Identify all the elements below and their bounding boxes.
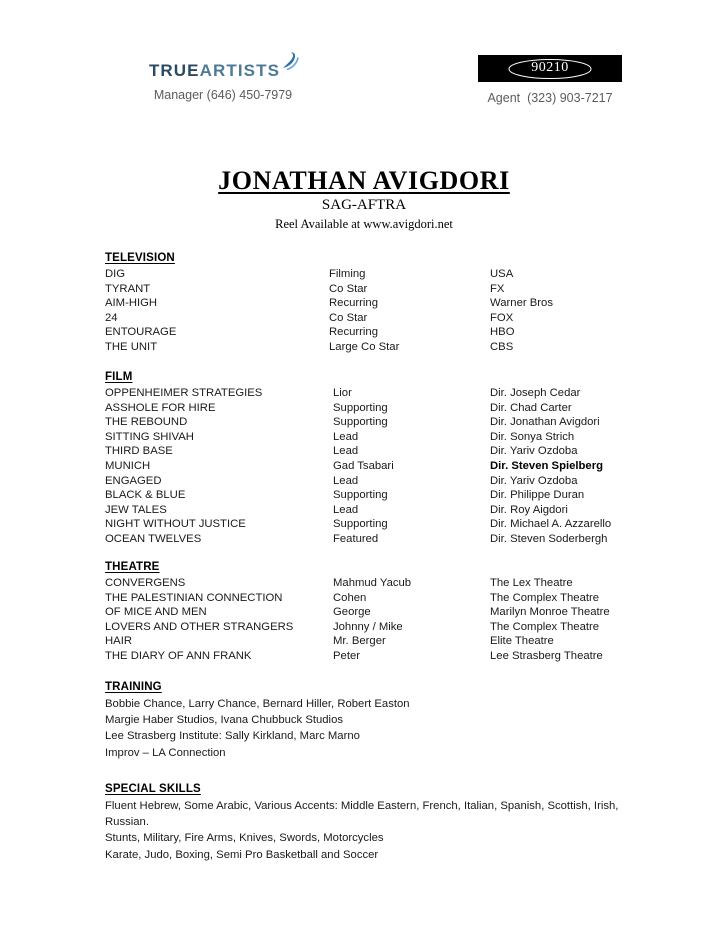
television-credit-list <box>105 267 635 355</box>
table-row <box>105 532 635 547</box>
credit-title: THE UNIT <box>105 340 158 353</box>
credit-network: Warner Bros <box>490 297 553 310</box>
section-title-television: TELEVISION <box>105 252 175 264</box>
credit-role: Co Star <box>329 311 368 324</box>
list-item: Fluent Hebrew, Some Arabic, Various Accents: Middle Eastern, French, Italian, Spanish, Scottish, Irish, Russian. <box>105 800 619 829</box>
credit-title: ENGAGED <box>105 474 162 487</box>
manager-contact: Manager (646) 450-7979 <box>153 88 293 102</box>
section-special-skills <box>105 783 635 863</box>
table-row <box>105 634 635 649</box>
table-row <box>105 340 635 355</box>
table-row <box>105 459 635 474</box>
section-title-training: TRAINING <box>105 681 162 693</box>
table-row <box>105 517 635 532</box>
credit-title: THIRD BASE <box>105 445 173 458</box>
table-row <box>105 488 635 503</box>
credit-role: Supporting <box>333 401 388 414</box>
credit-director: Dir. Yariv Ozdoba <box>490 445 578 458</box>
credit-title: TYRANT <box>105 282 151 295</box>
credit-network: FX <box>490 282 505 295</box>
credit-role: Recurring <box>329 326 378 339</box>
credit-title: BLACK & BLUE <box>105 489 186 502</box>
credit-role: Mahmud Yacub <box>333 577 412 589</box>
trueartists-logo-text <box>149 62 280 79</box>
film-credit-list <box>105 386 635 547</box>
table-row <box>105 620 635 635</box>
trueartists-logo <box>108 55 338 79</box>
resume-header <box>0 0 728 120</box>
reel-link: Reel Available at www.avigdori.net <box>275 217 453 232</box>
credit-venue: The Lex Theatre <box>490 577 573 589</box>
table-row <box>105 474 635 489</box>
90210-logo <box>478 55 622 82</box>
credit-role: Mr. Berger <box>333 635 386 648</box>
credit-role: Lead <box>333 503 359 516</box>
page-title: JONATHAN AVIGDORI <box>218 166 510 195</box>
table-row <box>105 415 635 430</box>
credit-director: Dir. Joseph Cedar <box>490 387 581 399</box>
credit-role: Peter <box>333 649 361 662</box>
credit-venue: Marilyn Monroe Theatre <box>490 606 610 619</box>
table-row <box>105 267 635 282</box>
trueartists-logo-strong: TRUE <box>148 61 200 80</box>
credit-role: Lead <box>333 445 359 458</box>
credit-title: CONVERGENS <box>105 577 186 589</box>
credit-title: OF MICE AND MEN <box>105 606 207 619</box>
credit-title: NIGHT WITHOUT JUSTICE <box>105 518 246 531</box>
union-affiliation: SAG-AFTRA <box>321 197 407 214</box>
list-item: Lee Strasberg Institute: Sally Kirkland, Marc Marno <box>105 730 360 743</box>
credit-role: Lead <box>333 474 359 487</box>
credit-director: Dir. Sonya Strich <box>490 430 575 443</box>
credit-network: USA <box>490 268 514 280</box>
credit-venue: The Complex Theatre <box>490 591 600 604</box>
credit-title: THE PALESTINIAN CONNECTION <box>105 591 283 604</box>
credit-venue: Lee Strasberg Theatre <box>490 649 603 662</box>
section-title-theatre: THEATRE <box>105 561 160 573</box>
section-television <box>105 252 635 355</box>
credit-director: Dir. Steven Spielberg <box>490 459 604 472</box>
credit-title: MUNICH <box>105 459 151 472</box>
swoosh-icon <box>281 57 297 79</box>
credit-role: Gad Tsabari <box>333 459 394 472</box>
credit-venue: The Complex Theatre <box>490 620 600 633</box>
table-row <box>105 296 635 311</box>
table-row <box>105 386 635 401</box>
credit-director: Dir. Michael A. Azzarello <box>490 518 612 531</box>
credit-title: AIM-HIGH <box>105 297 158 310</box>
identity-block <box>0 166 728 232</box>
special-skills-line-list <box>105 798 635 863</box>
credit-title: ENTOURAGE <box>105 326 177 339</box>
credit-role: Lior <box>333 387 352 399</box>
table-row <box>105 282 635 297</box>
credit-role: Lead <box>333 430 359 443</box>
credit-title: SITTING SHIVAH <box>105 430 194 443</box>
90210-logo-text: 90210 <box>531 59 569 75</box>
credit-role: Recurring <box>329 297 378 310</box>
theatre-credit-list <box>105 576 635 664</box>
training-line-list <box>105 696 635 761</box>
credit-role: Supporting <box>333 489 388 502</box>
credit-director: Dir. Roy Aigdori <box>490 503 568 516</box>
credit-title: LOVERS AND OTHER STRANGERS <box>105 620 294 633</box>
credit-venue: Elite Theatre <box>490 635 554 648</box>
table-row <box>105 576 635 591</box>
table-row <box>105 503 635 518</box>
list-item: Karate, Judo, Boxing, Semi Pro Basketball and Soccer <box>105 848 379 861</box>
credit-role: George <box>333 606 371 619</box>
list-item: Bobbie Chance, Larry Chance, Bernard Hiller, Robert Easton <box>105 698 410 710</box>
credit-director: Dir. Yariv Ozdoba <box>490 474 578 487</box>
agent-contact: Agent (323) 903-7217 <box>487 91 613 105</box>
section-theatre <box>105 561 635 664</box>
list-item: Margie Haber Studios, Ivana Chubbuck Studios <box>105 714 343 727</box>
credit-title: ASSHOLE FOR HIRE <box>105 401 216 414</box>
credit-director: Dir. Chad Carter <box>490 401 572 414</box>
credit-director: Dir. Jonathan Avigdori <box>490 416 600 429</box>
credit-title: JEW TALES <box>105 503 167 516</box>
credit-director: Dir. Steven Soderbergh <box>490 532 608 545</box>
credit-director: Dir. Philippe Duran <box>490 489 585 502</box>
table-row <box>105 430 635 445</box>
table-row <box>105 605 635 620</box>
credit-role: Supporting <box>333 416 388 429</box>
table-row <box>105 591 635 606</box>
credit-role: Co Star <box>329 282 368 295</box>
credit-role: Featured <box>333 532 379 545</box>
manager-block <box>108 55 338 102</box>
table-row <box>105 311 635 326</box>
credit-role: Filming <box>329 268 366 280</box>
agent-block <box>435 55 665 105</box>
credit-network: CBS <box>490 340 514 353</box>
credit-network: HBO <box>490 326 515 339</box>
section-title-special-skills: SPECIAL SKILLS <box>105 783 201 795</box>
section-training <box>105 681 635 761</box>
table-row <box>105 649 635 664</box>
credit-title: OPPENHEIMER STRATEGIES <box>105 387 263 399</box>
table-row <box>105 401 635 416</box>
table-row <box>105 444 635 459</box>
credit-title: 24 <box>105 311 118 324</box>
list-item: Improv – LA Connection <box>105 746 226 759</box>
section-film <box>105 371 635 547</box>
section-title-film: FILM <box>105 371 133 383</box>
credit-title: HAIR <box>105 635 132 648</box>
credit-role: Johnny / Mike <box>333 620 403 633</box>
credit-role: Large Co Star <box>329 340 400 353</box>
credit-title: OCEAN TWELVES <box>105 532 202 545</box>
trueartists-logo-light: ARTISTS <box>199 61 281 80</box>
list-item: Stunts, Military, Fire Arms, Knives, Swords, Motorcycles <box>105 832 384 845</box>
credit-network: FOX <box>490 311 514 324</box>
credit-role: Supporting <box>333 518 388 531</box>
credit-role: Cohen <box>333 591 367 604</box>
credit-title: DIG <box>105 268 126 280</box>
table-row <box>105 325 635 340</box>
credit-title: THE REBOUND <box>105 416 188 429</box>
credit-title: THE DIARY OF ANN FRANK <box>105 649 252 662</box>
